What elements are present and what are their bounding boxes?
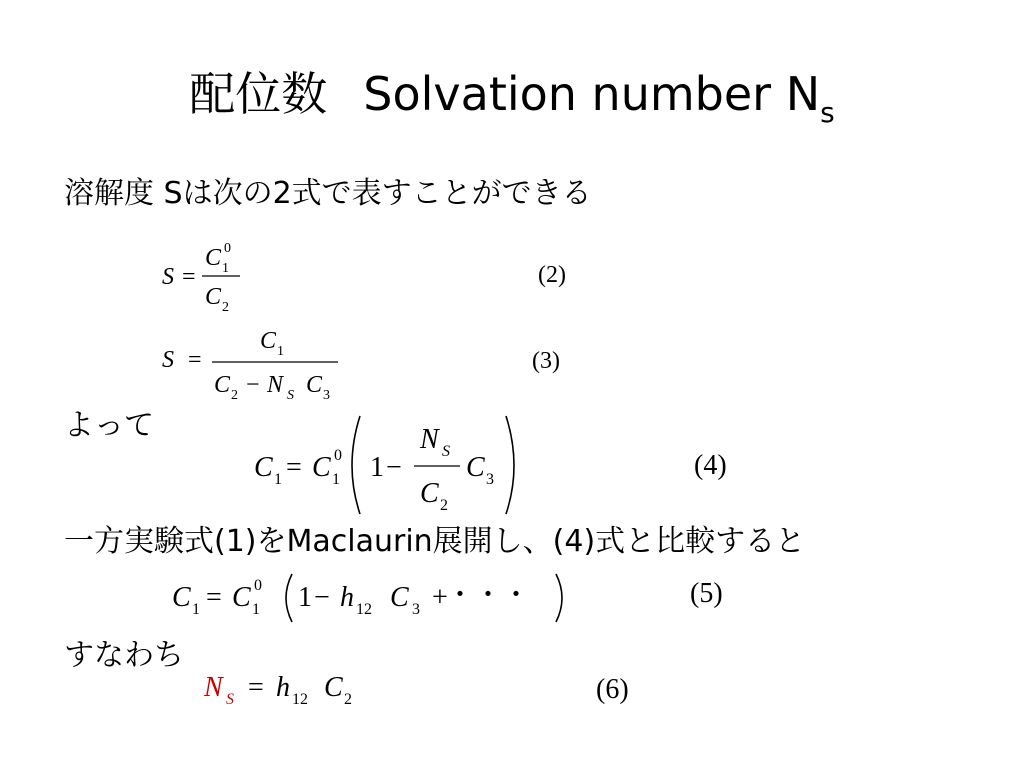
eq2-den-sub: 2	[222, 300, 229, 315]
eq5-op: =	[206, 582, 222, 613]
eq6-c: C	[324, 672, 343, 703]
eq4-frac-num-sub: S	[442, 443, 450, 460]
eq3-den-b: N	[267, 372, 284, 398]
eq5-plus: +	[432, 582, 448, 613]
eq5-h: h	[340, 582, 354, 613]
eq3-num-sub: 1	[277, 344, 284, 359]
eq5-rhs: C	[232, 582, 251, 613]
equation-3-number: (3)	[532, 348, 560, 374]
eq3-num: C	[260, 328, 277, 354]
eq2-op: =	[182, 264, 196, 290]
eq6-lhs-sub: S	[226, 691, 234, 708]
title-subscript: s	[820, 96, 835, 129]
equation-4	[248, 410, 538, 518]
eq3-den-b-sub: S	[287, 388, 294, 403]
eq5-h-sub: 12	[356, 601, 372, 618]
eq3-den-c-sub: 3	[323, 388, 330, 403]
title-english: Solvation number N	[363, 67, 821, 121]
eq4-tail-sub: 3	[486, 471, 494, 488]
equation-5-number: (5)	[690, 578, 723, 609]
eq2-num-sup: 0	[224, 241, 231, 256]
title-japanese: 配位数	[189, 67, 328, 121]
eq2-num-sub: 1	[222, 261, 229, 276]
equation-3	[150, 326, 350, 406]
eq2-num: C	[205, 245, 222, 271]
eq3-den-c: C	[306, 372, 323, 398]
eq5-rhs-sub: 1	[252, 601, 260, 618]
eq5-c: C	[390, 582, 409, 613]
eq3-den-a-sub: 2	[231, 388, 238, 403]
eq6-c-sub: 2	[344, 691, 352, 708]
eq5-dots: ・・・	[446, 580, 531, 611]
eq2-den: C	[205, 284, 222, 310]
equation-2	[150, 232, 270, 322]
eq5-one: 1	[298, 582, 312, 613]
eq4-frac-den: C	[420, 478, 439, 509]
slide-title	[0, 58, 1024, 129]
eq4-rhs-sup: 0	[334, 447, 342, 464]
eq3-minus: −	[246, 372, 260, 398]
eq2-lhs: S	[162, 264, 174, 290]
eq5-minus: −	[314, 582, 330, 613]
eq3-op: =	[188, 347, 202, 373]
equation-5	[162, 568, 582, 626]
eq3-den-a: C	[214, 372, 231, 398]
eq4-left-paren	[352, 416, 360, 514]
eq5-lhs: C	[172, 582, 191, 613]
equation-2-number: (2)	[538, 262, 566, 288]
eq4-one: 1	[370, 452, 384, 483]
text-line-solubility: 溶解度 Sは次の2式で表すことができる	[64, 176, 592, 211]
eq4-rhs-sub: 1	[332, 471, 340, 488]
eq4-minus: −	[386, 452, 402, 483]
equation-6-number: (6)	[596, 674, 629, 705]
eq5-lhs-sub: 1	[192, 601, 200, 618]
eq6-h-sub: 12	[292, 691, 308, 708]
eq4-tail: C	[466, 452, 485, 483]
eq4-right-paren	[506, 416, 514, 514]
eq4-lhs: C	[254, 452, 273, 483]
eq4-op: =	[286, 452, 302, 483]
eq6-h: h	[276, 672, 290, 703]
eq6-op: =	[248, 672, 264, 703]
text-line-maclaurin: 一方実験式(1)をMaclaurin展開し、(4)式と比較すると	[64, 524, 806, 559]
text-line-namely: すなわち	[64, 638, 184, 673]
eq5-left-paren	[286, 574, 292, 622]
eq5-right-paren	[556, 574, 562, 622]
eq4-lhs-sub: 1	[274, 471, 282, 488]
eq4-frac-num: N	[420, 424, 439, 455]
eq3-lhs: S	[162, 347, 174, 373]
eq4-rhs: C	[312, 452, 331, 483]
equation-6	[196, 660, 376, 714]
eq4-frac-den-sub: 2	[440, 497, 448, 514]
eq6-lhs: N	[204, 672, 223, 703]
eq5-c-sub: 3	[412, 601, 420, 618]
equation-4-number: (4)	[694, 450, 727, 481]
text-line-therefore: よって	[64, 408, 154, 443]
eq5-rhs-sup: 0	[254, 577, 262, 594]
